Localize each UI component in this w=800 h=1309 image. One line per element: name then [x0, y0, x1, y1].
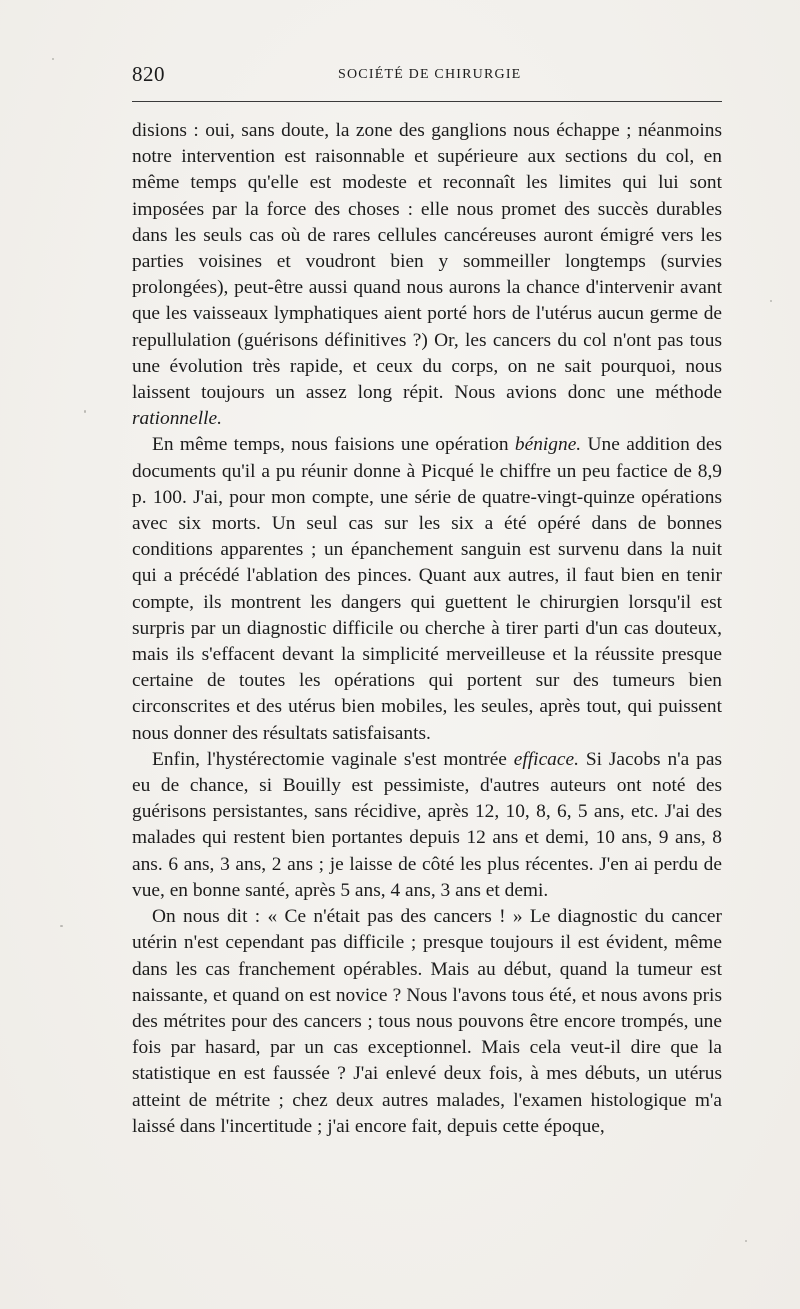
- paragraph-1: [132, 118, 722, 432]
- paper-speck: [84, 410, 86, 413]
- italic-word: bénigne.: [514, 434, 582, 456]
- text-segment: disions : oui, sans doute, la zone des ganglions nous échappe ; néanmoins notre intervention est raisonnable et supérieure aux sections du col, en même temps qu'elle est modeste et reconnaît les limites qui lui sont imposées par la force des choses : elle nous promet des succès durables dans les seuls cas où de rares cellules cancéreuses auront émigré vers les parties voisines et voudront bien y sommeiller longtemps (survies prolongées), peut-être aussi quand nous aurons la chance d'intervenir avant que les vaisseaux lymphatiques aient porté hors de l'utérus aucun germe de repullulation (guérisons définitives ?) Or, les cancers du col n'ont pas tous une évolution très rapide, et ceux du corps, on ne sait pourquoi, nous laissent toujours un assez long répit. Nous avions donc une méthode: [132, 120, 722, 404]
- paper-speck: [770, 300, 772, 302]
- text-segment: Une addition des documents qu'il a pu réunir donne à Picqué le chiffre un peu factice de 8,9 p. 100. J'ai, pour mon compte, une série de quatre-vingt-quinze opérations avec six morts. Un seul cas sur les six a été opéré dans de bonnes conditions apparentes ; un épanchement sanguin est survenu dans la nuit qui a précédé l'ablation des pinces. Quant aux autres, il faut bien en tenir compte, ils montrent les dangers qui guettent le chirurgien lorsqu'il est surpris par un diagnostic difficile ou cherche à tirer parti d'un cas douteux, mais ils s'effacent devant la simplicité merveilleuse et la réussite presque certaine de toutes les opérations qui portent sur des tumeurs bien circonscrites et des utérus bien mobiles, les seules, après tout, qui puissent nous donner des résultats satisfaisants.: [132, 434, 722, 744]
- header-rule: [132, 101, 722, 102]
- italic-word: rationnelle.: [132, 408, 222, 430]
- text-segment: En même temps, nous faisions une opération: [152, 434, 515, 456]
- italic-word: efficace.: [513, 748, 579, 770]
- paper-speck: [745, 1240, 747, 1242]
- page-number: 820: [132, 62, 165, 86]
- text-segment: Si Jacobs n'a pas eu de chance, si Bouilly est pessimiste, d'autres auteurs ont noté des guérisons persistantes, sans récidive, après 12, 10, 8, 6, 5 ans, etc. J'ai des malades qui restent bien portantes depuis 12 ans et demi, 10 ans, 9 ans, 8 ans. 6 ans, 3 ans, 2 ans ; je laisse de côté les plus récentes. J'en ai perdu de vue, en bonne santé, après 5 ans, 4 ans, 3 ans et demi.: [132, 748, 722, 901]
- paper-speck: [60, 925, 63, 927]
- paper-speck: [52, 58, 54, 60]
- running-title: SOCIÉTÉ DE CHIRURGIE: [338, 67, 522, 82]
- page-header: [132, 62, 722, 92]
- paragraph-3: [132, 747, 722, 904]
- paragraph-2: [132, 432, 722, 746]
- paragraph-4: [132, 904, 722, 1140]
- text-segment: On nous dit : « Ce n'était pas des cancers ! » Le diagnostic du cancer utérin n'est cependant pas difficile ; presque toujours il est évident, même dans les cas franchement opérables. Mais au début, quand la tumeur est naissante, et quand on est novice ? Nous l'avons tous été, et nous avons pris des métrites pour des cancers ; tous nous pouvons être encore trompés, une fois par hasard, par un cas exceptionnel. Mais cela veut-il dire que la statistique en est faussée ? J'ai enlevé deux fois, à mes débuts, un utérus atteint de métrite ; chez deux autres malades, l'examen histologique m'a laissé dans l'incertitude ; j'ai encore fait, depuis cette époque,: [132, 906, 722, 1137]
- body-text: [132, 118, 722, 1140]
- text-segment: Enfin, l'hystérectomie vaginale s'est montrée: [152, 748, 514, 770]
